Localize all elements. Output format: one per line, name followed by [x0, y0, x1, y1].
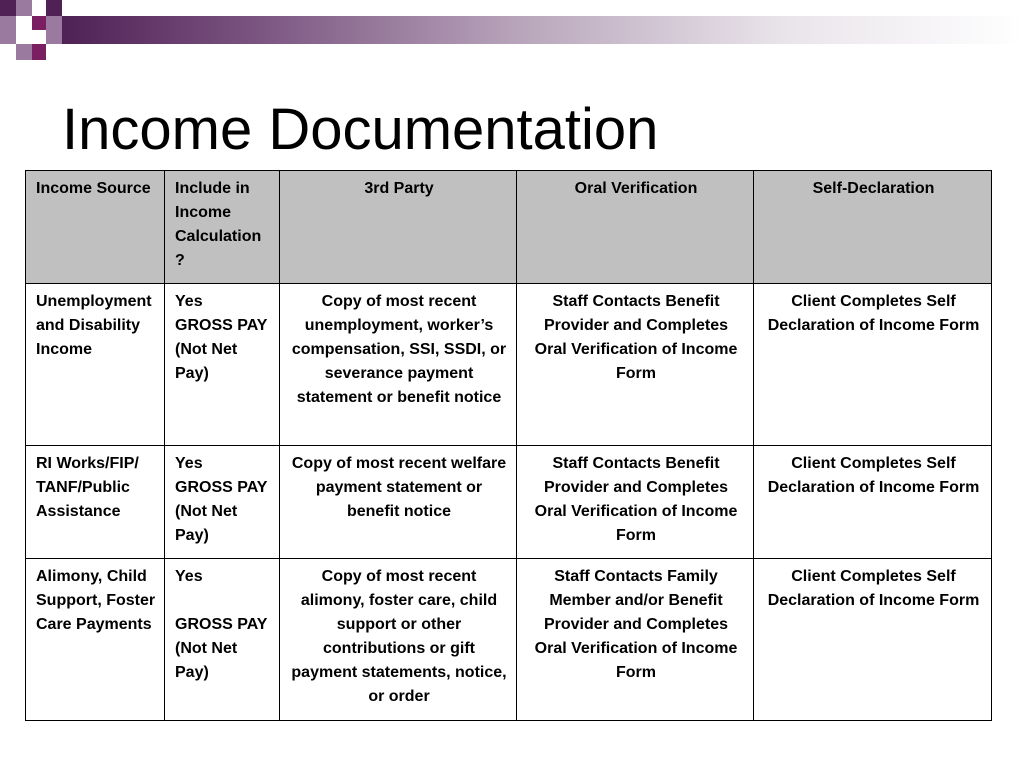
- cell-self-declaration: Client Completes Self Declaration of Income Form: [754, 446, 992, 559]
- include-spacer: [175, 589, 271, 613]
- include-yes: Yes: [175, 568, 203, 585]
- table-row: [26, 559, 992, 721]
- deco-square: [16, 16, 32, 44]
- header-decoration: [0, 0, 1024, 62]
- income-documentation-table: [25, 170, 992, 721]
- include-gross-pay: GROSS PAY (Not Net Pay): [175, 616, 268, 681]
- cell-third-party: Copy of most recent alimony, foster care, child support or other contributions or gift payment statements, notice, or order: [280, 559, 517, 721]
- deco-square: [16, 0, 32, 16]
- table-header-row: [26, 171, 992, 284]
- include-yes: Yes: [175, 455, 203, 472]
- deco-square: [32, 44, 46, 60]
- cell-include: [165, 446, 280, 559]
- deco-square: [32, 16, 46, 30]
- deco-square: [0, 16, 16, 44]
- cell-income-source: Alimony, Child Support, Foster Care Payments: [26, 559, 165, 721]
- header-third-party: 3rd Party: [280, 171, 517, 284]
- cell-third-party: Copy of most recent unemployment, worker’s compensation, SSI, SSDI, or severance payment statement or benefit notice: [280, 284, 517, 446]
- cell-include: [165, 559, 280, 721]
- cell-self-declaration: Client Completes Self Declaration of Income Form: [754, 559, 992, 721]
- deco-square: [0, 0, 16, 16]
- slide-title: Income Documentation: [62, 97, 659, 162]
- header-income-source: Income Source: [26, 171, 165, 284]
- cell-income-source: Unemployment and Disability Income: [26, 284, 165, 446]
- deco-square: [32, 0, 46, 14]
- cell-third-party: Copy of most recent welfare payment statement or benefit notice: [280, 446, 517, 559]
- include-gross-pay: GROSS PAY (Not Net Pay): [175, 317, 268, 382]
- cell-oral-verification: Staff Contacts Family Member and/or Benefit Provider and Completes Oral Verification of Income Form: [517, 559, 754, 721]
- gradient-bar: [62, 16, 1024, 44]
- cell-oral-verification: Staff Contacts Benefit Provider and Completes Oral Verification of Income Form: [517, 284, 754, 446]
- deco-square: [16, 44, 32, 60]
- deco-square: [32, 30, 46, 44]
- include-gross-pay: GROSS PAY (Not Net Pay): [175, 479, 268, 544]
- header-oral-verification: Oral Verification: [517, 171, 754, 284]
- table-row: [26, 284, 992, 446]
- deco-square: [46, 0, 62, 16]
- table-row: [26, 446, 992, 559]
- header-include: Include in Income Calculation ?: [165, 171, 280, 284]
- cell-oral-verification: Staff Contacts Benefit Provider and Completes Oral Verification of Income Form: [517, 446, 754, 559]
- header-self-declaration: Self-Declaration: [754, 171, 992, 284]
- cell-include: [165, 284, 280, 446]
- include-yes: Yes: [175, 293, 203, 310]
- cell-self-declaration: Client Completes Self Declaration of Income Form: [754, 284, 992, 446]
- deco-square: [46, 16, 62, 44]
- cell-income-source: RI Works/FIP/ TANF/Public Assistance: [26, 446, 165, 559]
